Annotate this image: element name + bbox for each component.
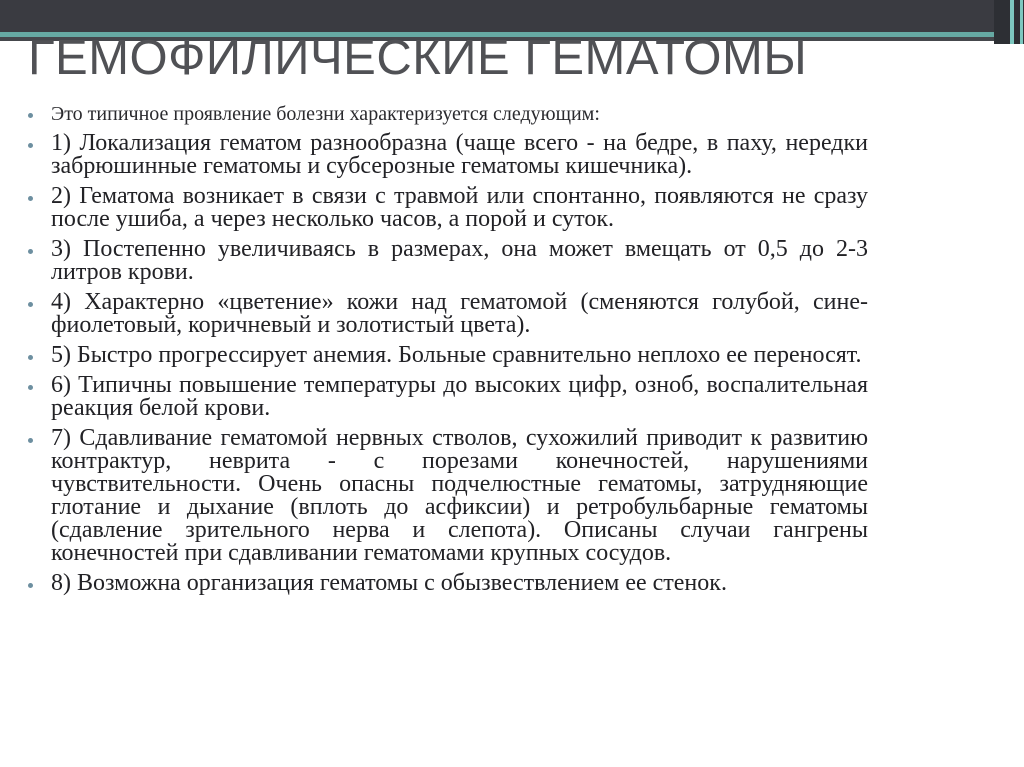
corner-accent-line — [1010, 0, 1014, 44]
bullet-marker — [28, 113, 33, 118]
list-item-text: 3) Постепенно увеличиваясь в размерах, она может вмещать от 0,5 до 2-3 литров крови. — [51, 236, 868, 285]
list-item-text: 5) Быстро прогрессирует анемия. Больные сравнительно неплохо ее переносят. — [51, 342, 862, 368]
slide-content — [28, 103, 868, 602]
list-item — [28, 572, 868, 595]
list-item-text: 1) Локализация гематом разнообразна (чаще всего - на бедре, в паху, нередки забрюшинные гематомы и субсерозные гематомы кишечника). — [51, 130, 868, 179]
list-item-text: 2) Гематома возникает в связи с травмой или спонтанно, появляются не сразу после ушиба, а через несколько часов, а порой и суток. — [51, 183, 868, 232]
list-item-text: 6) Типичны повышение температуры до высоких цифр, озноб, воспалительная реакция белой крови. — [51, 372, 868, 421]
bullet-marker — [28, 302, 33, 307]
list-item — [28, 185, 868, 231]
bullet-marker — [28, 355, 33, 360]
list-item — [28, 132, 868, 178]
list-item-text: 8) Возможна организация гематомы с обызвествлением ее стенок. — [51, 570, 727, 596]
bullet-marker — [28, 143, 33, 148]
bullet-marker — [28, 385, 33, 390]
list-item — [28, 427, 868, 565]
list-item-text: 7) Сдавливание гематомой нервных стволов, сухожилий приводит к развитию контрактур, неврита - с порезами конечностей, нарушениями чувствительности. Очень опасны подчелюстные гематомы, затрудняющие глотание и дыхание (вплоть до асфиксии) и ретробульбарные гематомы (сдавление зрительного нерва и слепота). Описаны случаи гангрены конечностей при сдавливании гематомами крупных сосудов. — [51, 425, 868, 566]
list-item-text: 4) Характерно «цветение» кожи над гематомой (сменяются голубой, сине-фиолетовый, коричневый и золотистый цвета). — [51, 289, 868, 338]
slide-title: ГЕМОФИЛИЧЕСКИЕ ГЕМАТОМЫ — [28, 31, 808, 85]
list-item — [28, 344, 868, 367]
bullet-marker — [28, 196, 33, 201]
bullet-marker — [28, 583, 33, 588]
bullet-marker — [28, 438, 33, 443]
list-item — [28, 374, 868, 420]
bullet-list — [28, 103, 868, 595]
list-item — [28, 291, 868, 337]
list-item — [28, 238, 868, 284]
bullet-marker — [28, 249, 33, 254]
list-item-text: Это типичное проявление болезни характеризуется следующим: — [51, 103, 600, 125]
list-item — [28, 103, 868, 125]
corner-accent-line — [1020, 0, 1023, 44]
